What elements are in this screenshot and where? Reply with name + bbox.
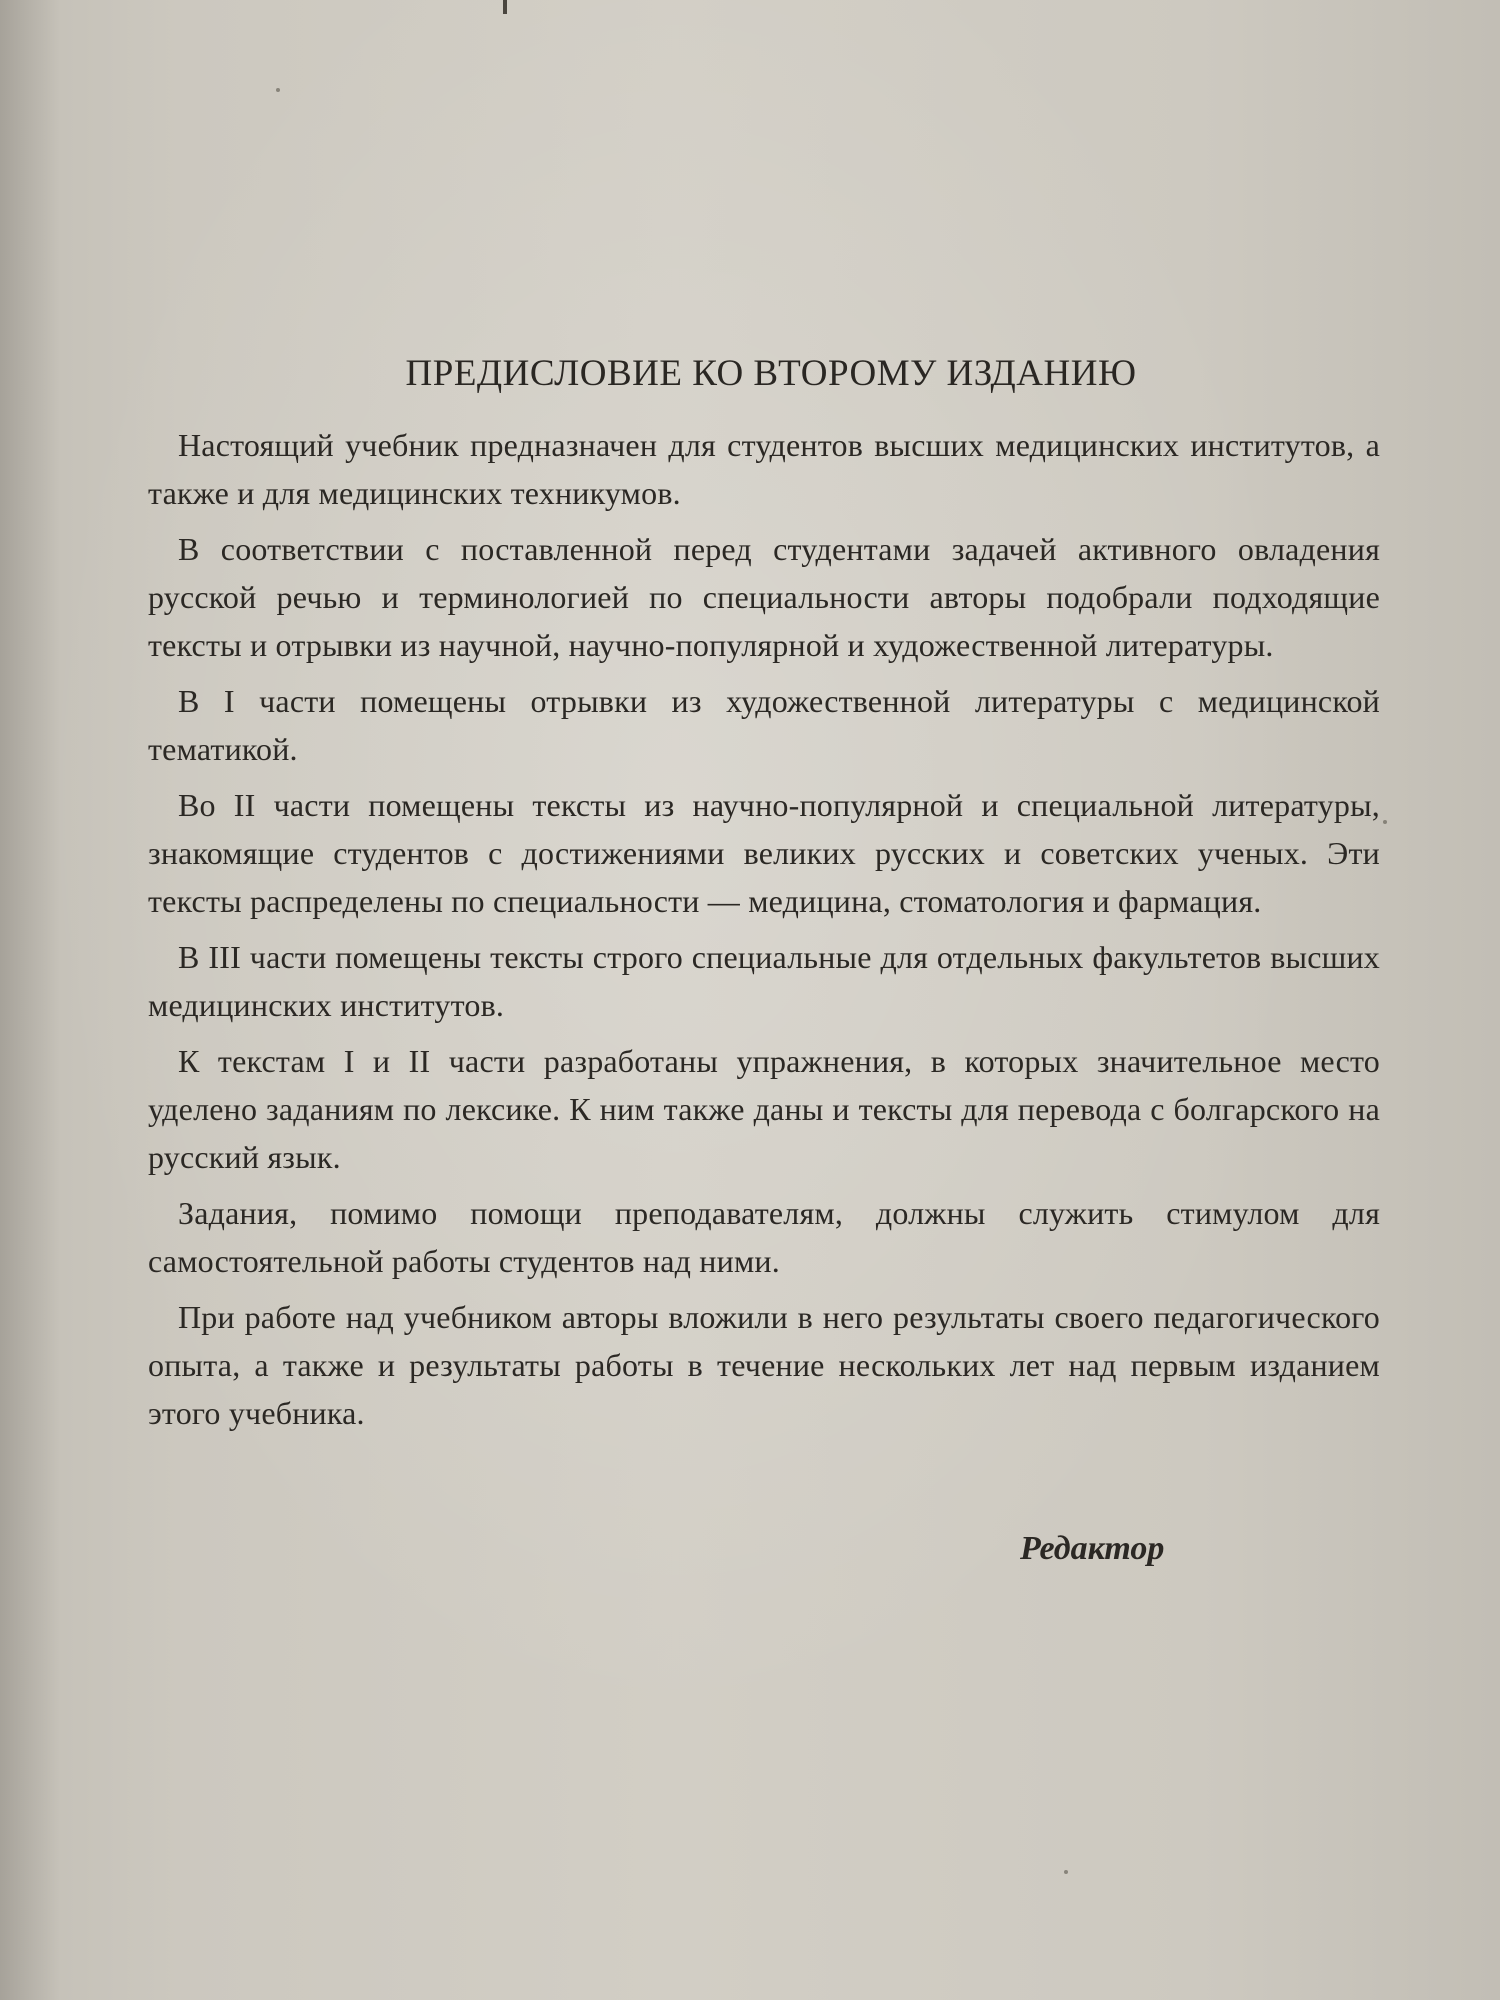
page-title: ПРЕДИСЛОВИЕ КО ВТОРОМУ ИЗДАНИЮ [405, 353, 1137, 394]
paragraph: В III части помещены тексты строго специальные для отдельных факультетов высших медицинских институтов. [148, 939, 1380, 1023]
paragraph: В I части помещены отрывки из художественной литературы с медицинской тематикой. [148, 683, 1380, 767]
paper-speck [1064, 1870, 1068, 1874]
editor-signature: Редактор [1020, 1530, 1165, 1567]
preface-text-block [148, 352, 1380, 1445]
paragraph: Задания, помимо помощи преподавателям, должны служить стимулом для самостоятельной работы студентов над ними. [148, 1195, 1380, 1279]
paper-speck [276, 88, 280, 92]
paragraph: В соответствии с поставленной перед студентами задачей активного овладения русской речью и терминологией по специальности авторы подобрали подходящие тексты и отрывки из научной, научно-популярной и художественной литературы. [148, 531, 1380, 663]
paragraph: При работе над учебником авторы вложили в него результаты своего педагогического опыта, а также и результаты работы в течение нескольких лет над первым изданием этого учебника. [148, 1299, 1380, 1431]
paragraph: Настоящий учебник предназначен для студентов высших медицинских институтов, а также и для медицинских техникумов. [148, 427, 1380, 511]
paragraph: Во II части помещены тексты из научно-популярной и специальной литературы, знакомящие студентов с достижениями великих русских и советских ученых. Эти тексты распределены по специальности — медицина, стоматология и фармация. [148, 787, 1380, 919]
page-edge-shadow [0, 0, 60, 2000]
paragraph: К текстам I и II части разработаны упражнения, в которых значительное место уделено заданиям по лексике. К ним также даны и тексты для перевода с болгарского на русский язык. [148, 1043, 1380, 1175]
top-print-mark [503, 0, 507, 14]
paper-speck [1383, 820, 1387, 824]
